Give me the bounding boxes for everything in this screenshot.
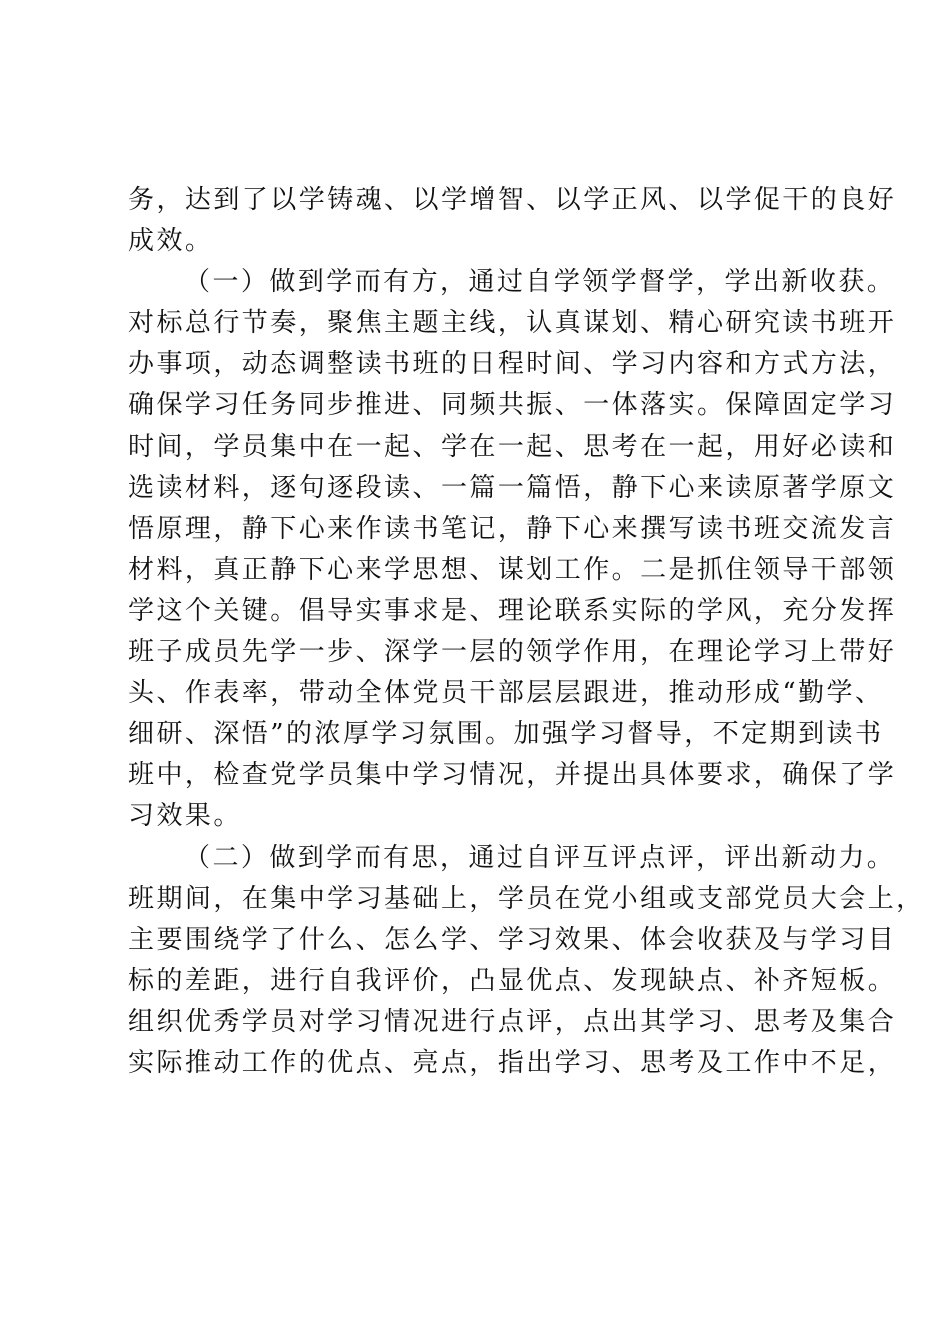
text-line: 标的差距，进行自我评价，凸显优点、发现缺点、补齐短板。 [128,965,897,996]
text-line: 材料，真正静下心来学思想、谋划工作。二是抓住领导干部领 [128,554,897,585]
text-line: 确保学习任务同步推进、同频共振、一体落实。保障固定学习 [128,390,897,421]
text-line: 成效。 [128,226,214,257]
text-line: 班中，检查党学员集中学习情况，并提出具体要求，确保了学 [128,760,897,791]
text-line: 班期间，在集中学习基础上，学员在党小组或支部党员大会上， [128,883,925,914]
text-line: 选读材料，逐句逐段读、一篇一篇悟，静下心来读原著学原文 [128,472,897,503]
text-line: 头、作表率，带动全体党员干部层层跟进，推动形成“勤学、 [128,678,884,709]
text-line: 悟原理，静下心来作读书笔记，静下心来撰写读书班交流发言 [128,513,897,544]
text-line: 习效果。 [128,801,242,832]
text-line: 实际推动工作的优点、亮点，指出学习、思考及工作中不足， [128,1047,897,1078]
document-body [128,180,925,1084]
text-line: 对标总行节奏，聚焦主题主线，认真谋划、精心研究读书班开 [128,308,897,339]
text-line: 班子成员先学一步、深学一层的领学作用，在理论学习上带好 [128,637,897,668]
text-line: 组织优秀学员对学习情况进行点评，点出其学习、思考及集合 [128,1006,897,1037]
text-line: 办事项，动态调整读书班的日程时间、学习内容和方式方法， [128,349,897,380]
section-heading-line: （一）做到学而有方，通过自学领学督学，学出新收获。 [184,267,896,298]
text-line: 主要围绕学了什么、怎么学、学习效果、体会收获及与学习目 [128,924,897,955]
text-line: 学这个关键。倡导实事求是、理论联系实际的学风，充分发挥 [128,595,897,626]
text-line: 务，达到了以学铸魂、以学增智、以学正风、以学促干的良好 [128,185,897,215]
section-heading-line: （二）做到学而有思，通过自评互评点评，评出新动力。 [184,842,896,873]
text-line: 细研、深悟”的浓厚学习氛围。加强学习督导，不定期到读书 [128,719,884,750]
text-line: 时间，学员集中在一起、学在一起、思考在一起，用好必读和 [128,431,897,462]
